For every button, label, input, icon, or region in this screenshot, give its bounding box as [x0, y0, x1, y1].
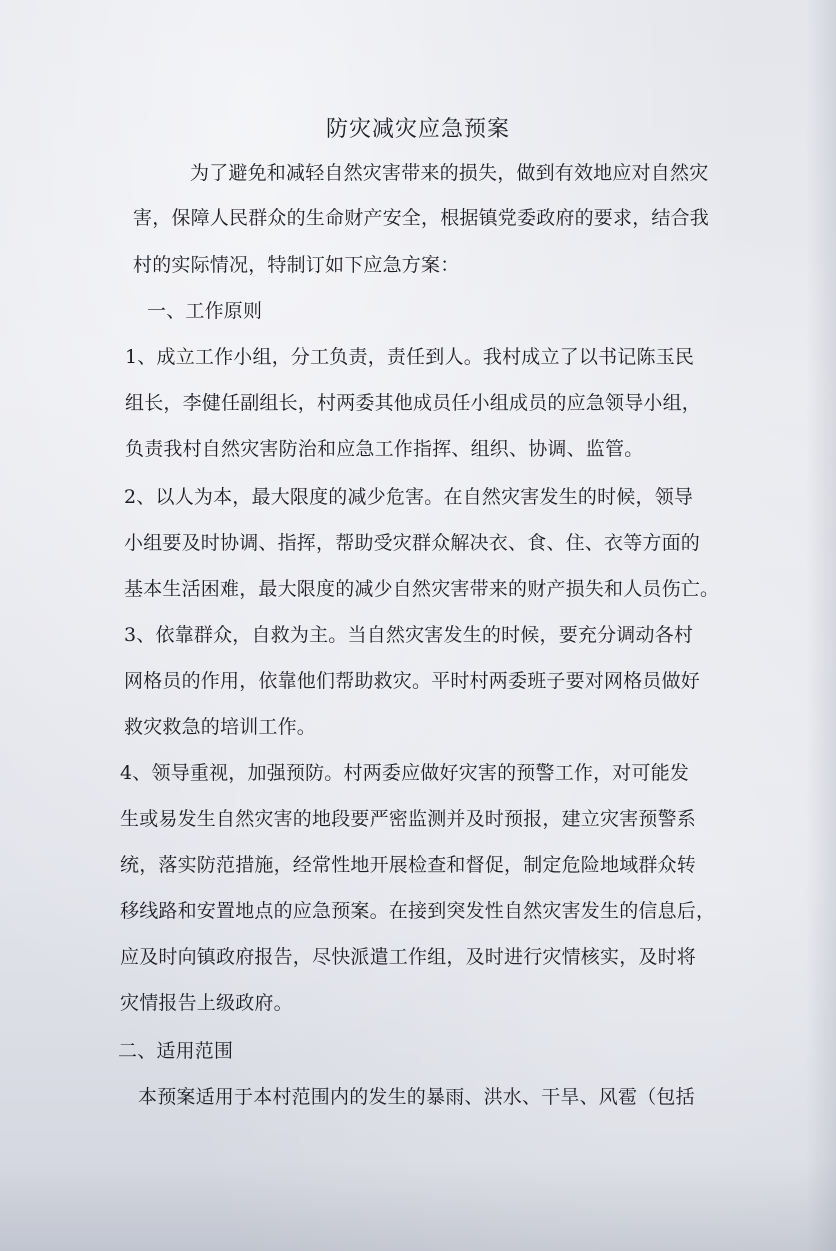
item-3-line: 救灾救急的培训工作。	[124, 716, 317, 738]
item-4-line: 应及时向镇政府报告，尽快派遣工作组，及时进行灾情核实，及时将	[120, 946, 697, 968]
section-heading-scope: 二、适用范围	[118, 1040, 234, 1062]
scope-line: 本预案适用于本村范围内的发生的暴雨、洪水、干旱、风雹（包括	[138, 1086, 695, 1108]
item-2-line: 2、以人为本，最大限度的减少危害。在自然灾害发生的时候，领导	[124, 486, 694, 508]
item-3-line: 3、依靠群众，自救为主。当自然灾害发生的时候，要充分调动各村	[124, 624, 694, 646]
intro-line: 村的实际情况，特制订如下应急方案：	[133, 254, 460, 276]
item-4-line: 灾情报告上级政府。	[120, 992, 293, 1014]
item-3-line: 网格员的作用，依靠他们帮助救灾。平时村两委班子要对网格员做好	[124, 670, 701, 692]
section-heading-principles: 一、工作原则	[147, 300, 263, 322]
page-bottom-shadow	[0, 1161, 836, 1251]
item-4-line: 移线路和安置地点的应急预案。在接到突发性自然灾害发生的信息后，	[120, 900, 716, 922]
intro-line: 为了避免和减轻自然灾害带来的损失，做到有效地应对自然灾	[190, 162, 709, 184]
page-edge-shadow	[806, 0, 836, 1251]
item-4-line: 统，落实防范措施，经常性地开展检查和督促，制定危险地域群众转	[120, 854, 697, 876]
item-4-line: 生或易发生自然灾害的地段要严密监测并及时预报，建立灾害预警系	[120, 808, 697, 830]
item-2-line: 基本生活困难，最大限度的减少自然灾害带来的财产损失和人员伤亡。	[124, 578, 720, 600]
item-1-line: 组长，李健任副组长，村两委其他成员任小组成员的应急领导小组，	[125, 392, 702, 414]
document-title: 防灾减灾应急预案	[325, 117, 510, 142]
item-4-line: 4、领导重视，加强预防。村两委应做好灾害的预警工作，对可能发	[120, 762, 690, 784]
item-1-line: 负责我村自然灾害防治和应急工作指挥、组织、协调、监管。	[125, 438, 644, 460]
item-2-line: 小组要及时协调、指挥，帮助受灾群众解决衣、食、住、衣等方面的	[124, 532, 701, 554]
item-1-line: 1、成立工作小组，分工负责，责任到人。我村成立了以书记陈玉民	[125, 346, 695, 368]
intro-line: 害，保障人民群众的生命财产安全，根据镇党委政府的要求，结合我	[133, 207, 710, 229]
